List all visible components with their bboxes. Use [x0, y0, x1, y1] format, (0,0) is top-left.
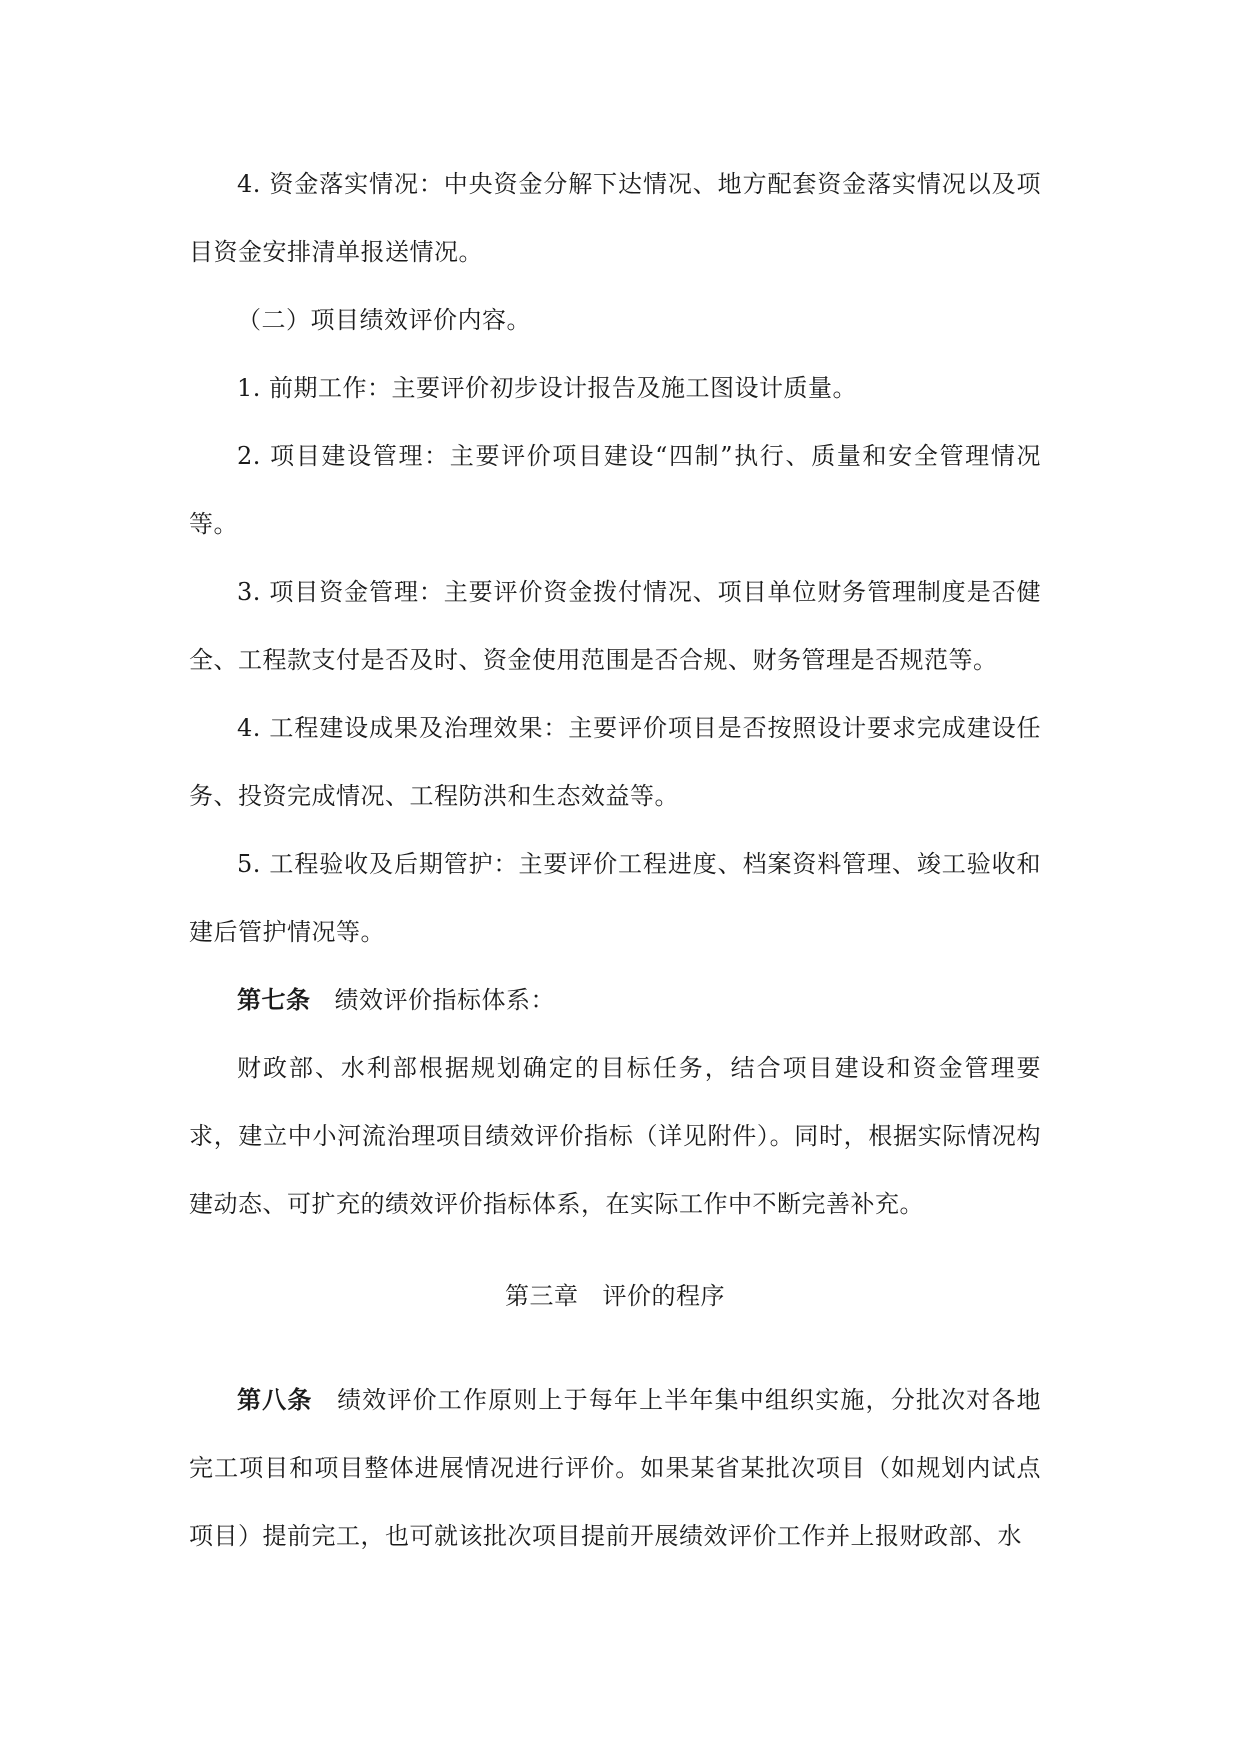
- paragraph-fund-management: [189, 558, 1041, 694]
- article-7-label: 第七条: [237, 985, 311, 1014]
- paragraph-fund-management-text: 3. 项目资金管理：主要评价资金拨付情况、项目单位财务管理制度是否健全、工程款支付是否及时、资金使用范围是否合规、财务管理是否规范等。: [189, 578, 1041, 674]
- paragraph-indicator-system-text: 财政部、水利部根据规划确定的目标任务，结合项目建设和资金管理要求，建立中小河流治理项目绩效评价指标（详见附件）。同时，根据实际情况构建动态、可扩充的绩效评价指标体系，在实际工作中不断完善补充。: [189, 1054, 1041, 1218]
- paragraph-preliminary-work: [189, 354, 1041, 422]
- paragraph-construction-results-text: 4. 工程建设成果及治理效果：主要评价项目是否按照设计要求完成建设任务、投资完成情况、工程防洪和生态效益等。: [189, 714, 1041, 810]
- chapter-3-title: 评价的程序: [602, 1282, 725, 1310]
- article-8-label: 第八条: [237, 1385, 313, 1414]
- section-heading-project-performance: [189, 286, 1041, 354]
- article-7: [189, 966, 1041, 1034]
- paragraph-preliminary-work-text: 1. 前期工作：主要评价初步设计报告及施工图设计质量。: [237, 374, 858, 402]
- section-heading-text: （二）项目绩效评价内容。: [237, 306, 531, 334]
- article-8: [189, 1366, 1041, 1570]
- article-8-text: 绩效评价工作原则上于每年上半年集中组织实施，分批次对各地完工项目和项目整体进展情况进行评价。如果某省某批次项目（如规划内试点项目）提前完工，也可就该批次项目提前开展绩效评价工作并上报财政部、水: [189, 1386, 1041, 1550]
- paragraph-funding-status-text: 4. 资金落实情况：中央资金分解下达情况、地方配套资金落实情况以及项目资金安排清单报送情况。: [189, 170, 1041, 266]
- paragraph-construction-management: [189, 422, 1041, 558]
- paragraph-construction-results: [189, 694, 1041, 830]
- paragraph-acceptance-maintenance-text: 5. 工程验收及后期管护：主要评价工程进度、档案资料管理、竣工验收和建后管护情况等。: [189, 850, 1041, 946]
- paragraph-construction-management-text: 2. 项目建设管理：主要评价项目建设“四制”执行、质量和安全管理情况等。: [189, 442, 1041, 538]
- paragraph-acceptance-maintenance: [189, 830, 1041, 966]
- paragraph-indicator-system: [189, 1034, 1041, 1238]
- article-7-text: 绩效评价指标体系：: [334, 986, 555, 1014]
- chapter-3-heading: [189, 1262, 1041, 1330]
- paragraph-funding-status: [189, 150, 1041, 286]
- chapter-3-number: 第三章: [505, 1282, 579, 1310]
